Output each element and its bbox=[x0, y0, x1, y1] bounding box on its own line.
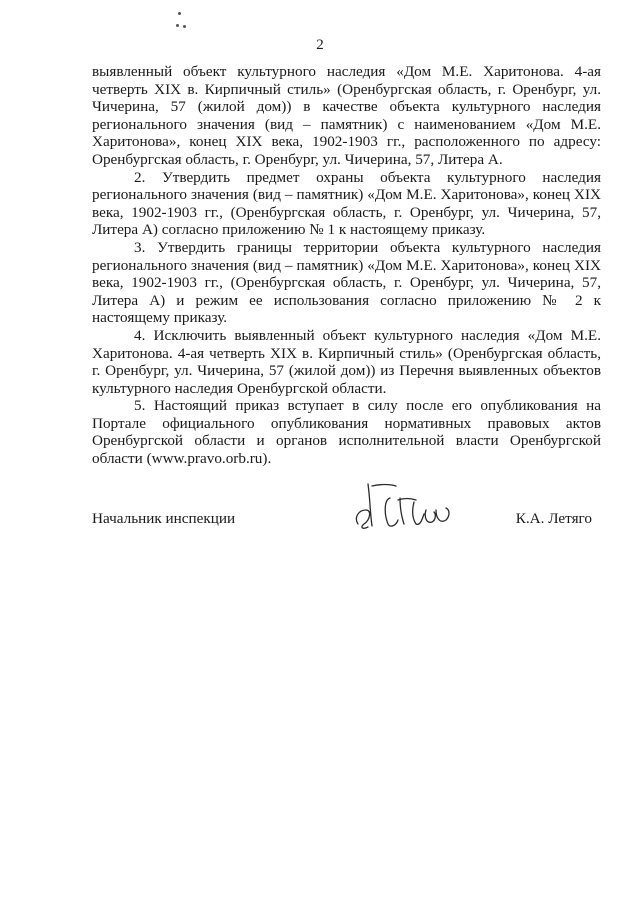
paragraph-4: 4. Исключить выявленный объект культурного наследия «Дом М.Е. Харитонова. 4-ая четверть XIX в. Кирпичный стиль» (Оренбургская область, г. Оренбург, ул. Чичерина, 57 (жилой дом)) из Перечня выявленных объектов культурного наследия Оренбургской области. bbox=[92, 326, 601, 397]
paragraph-2: 2. Утвердить предмет охраны объекта культурного наследия регионального значения (вид – памятник) «Дом М.Е. Харитонова», конец XIX века, 1902-1903 гг., (Оренбургская область, г. Оренбург, ул. Чичерина, 57, Литера А) согласно приложению № 1 к настоящему приказу. bbox=[92, 168, 601, 239]
handwritten-signature bbox=[350, 480, 460, 538]
paragraph-5: 5. Настоящий приказ вступает в силу после его опубликования на Портале официального опубликования нормативных правовых актов Оренбургской области и органов исполнительной власти Оренбургской области (www.pravo.orb.ru). bbox=[92, 397, 601, 468]
scan-specks bbox=[176, 10, 188, 32]
signature-block bbox=[92, 480, 601, 540]
paragraph-1: выявленный объект культурного наследия «Дом М.Е. Харитонова. 4-ая четверть XIX в. Кирпичный стиль» (Оренбургская область, г. Оренбург, ул. Чичерина, 57 (жилой дом)) в качестве объекта культурного наследия регионального значения (вид – памятник) с наименованием «Дом М.Е. Харитонова», конец XIX века, 1902-1903 гг., расположенного по адресу: Оренбургская область, г. Оренбург, ул. Чичерина, 57, Литера А. bbox=[92, 63, 601, 168]
signatory-name: К.А. Летяго bbox=[515, 510, 592, 527]
paragraph-3: 3. Утвердить границы территории объекта культурного наследия регионального значения (вид – памятник) «Дом М.Е. Харитонова», конец XIX века, 1902-1903 гг., (Оренбургская область, г. Оренбург, ул. Чичерина, 57, Литера А) и режим ее использования согласно приложению № 2 к настоящему приказу. bbox=[92, 238, 601, 327]
document-body bbox=[92, 63, 601, 468]
page-number: 2 bbox=[316, 37, 324, 53]
signatory-position: Начальник инспекции bbox=[92, 510, 236, 527]
